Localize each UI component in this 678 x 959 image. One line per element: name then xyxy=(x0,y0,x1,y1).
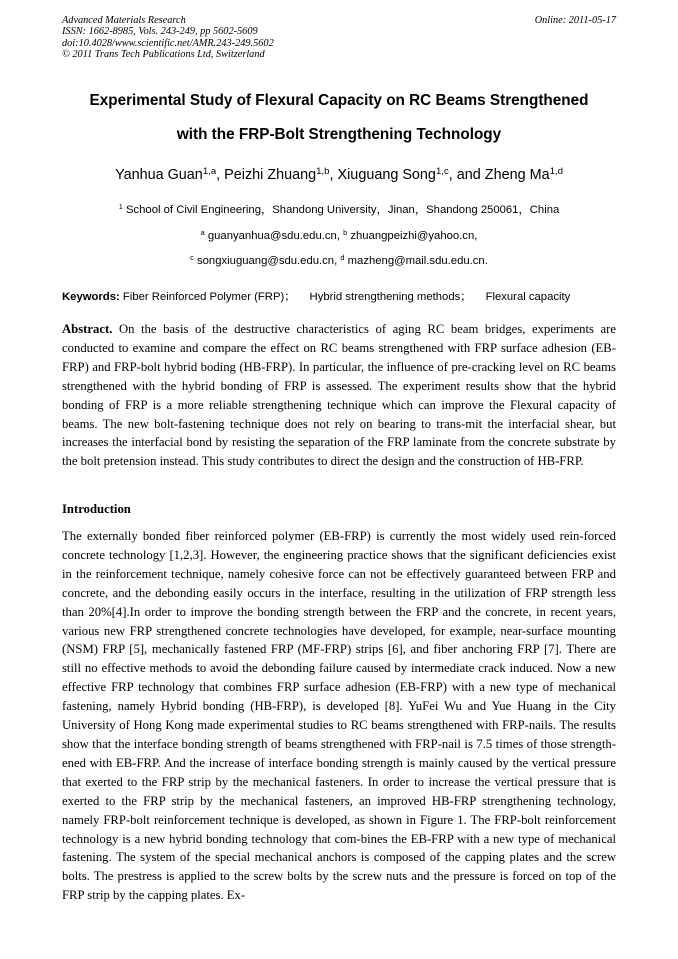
author-name: Zheng Ma xyxy=(484,167,550,183)
email-marker: b xyxy=(343,228,348,237)
email-marker: a xyxy=(200,228,205,237)
affiliation-line xyxy=(30,203,648,217)
author-name: Xiuguang Song xyxy=(337,167,436,183)
affiliation-marker: 1 xyxy=(118,202,123,211)
keyword-item: Flexural capacity xyxy=(485,291,571,303)
issn-line: ISSN: 1662-8985, Vols. 243-249, pp 5602-5609 xyxy=(62,26,258,38)
affiliation-text: School of Civil Engineering，Shandong University，Jinan，Shandong 250061，China xyxy=(125,204,560,216)
email-link[interactable]: songxiuguang@sdu.edu.cn, xyxy=(197,255,341,267)
email-link[interactable]: zhuangpeizhi@yahoo.cn, xyxy=(350,230,478,242)
author-separator: , xyxy=(329,167,338,183)
author-affil-marker: 1,b xyxy=(316,166,330,177)
author-separator: , and xyxy=(448,167,485,183)
journal-header xyxy=(62,15,274,60)
copyright-line: © 2011 Trans Tech Publications Ltd, Switzerland xyxy=(62,48,265,60)
online-date: Online: 2011-05-17 xyxy=(534,15,616,26)
keyword-item: Hybrid strengthening methods； xyxy=(309,291,472,303)
abstract-paragraph xyxy=(62,320,616,471)
author-affil-marker: 1,a xyxy=(202,166,217,177)
journal-name: Advanced Materials Research xyxy=(62,15,186,26)
author-separator: , xyxy=(216,167,225,183)
abstract-label: Abstract. xyxy=(62,322,113,336)
email-marker: c xyxy=(190,253,194,262)
paper-title xyxy=(40,84,638,152)
introduction-paragraph: The externally bonded fiber reinforced polymer (EB-FRP) is currently the most widely used rein-forced concrete technology [1,2,3]. However, the engineering practice shows that the significant deficiencies exist in the reinforcement technique, namely cohesive force can not be effectively guaranteed between FRP and concrete, and the debonding easily occurs in the interface, resulting in the utilization of FRP strength less than 20%[4].In order to improve the bonding strength between the FRP and the concrete, in recent years, various new FRP strengthened concrete technologies have developed, for example, near-surface mounting (NSM) FRP [5], mechanically fastened FRP (MF-FRP) strips [6], and fiber anchoring FRP [7]. There are still no effective methods to avoid the debonding failure caused by intermediate crack induced. Now a new effective FRP technology that combines FRP surface adhesion (EB-FRP) with a new type of mechanical fastening, namely Hybrid bonding (HB-FRP), is developed [8]. YuFei Wu and Yue Huang in the City University of Hong Kong made experimental studies to RC beams strengthened with FRP-nails. The results show that the interface bonding strength of beams strengthened with FRP-nail is 7.5 times of those strength-ened with EB-FRP. And the increase of interface bonding strength is mainly caused by the vertical pressure that exerted to the FRP strip by the mechanical fasteners. In order to increase the vertical pressure that is exerted to the FRP strip by the mechanical fasteners, an improved HB-FRP strengthening technology, namely FRP-bolt reinforcement technique is developed, as shown in Figure 1. The FRP-bolt reinforcement technology is a new hybrid bonding technology that com-bines the EB-FRP with a new type of mechanical fastening. The system of the special mechanical anchors is composed of the capping plates and the screw bolts. The prestress is applied to the screw bolts by the screw nuts and the pressure is forced on top of the FRP strip by the capping plates. Ex- xyxy=(62,529,616,903)
author-name: Yanhua Guan xyxy=(115,167,203,183)
email-line-1 xyxy=(30,229,648,243)
email-line-2 xyxy=(30,254,648,268)
abstract-text: On the basis of the destructive characteristics of aging RC beam bridges, experiments are conducted to examine and compare the effect on RC beams strengthened with FRP surface adhesion (EB-FRP) and FRP-bolt hybrid boding (HB-FRP). In particular, the influence of pre-cracking level on RC beams strengthened with the hybrid bonding of FRP is assessed. The experiment results show that the hybrid bonding of FRP is a more reliable strengthening technique which can improve the Flexural capacity of beams. The new bolt-fastening technique does not rely on bearing to trans-mit the interfacial shear, but increases the interfacial bond by resisting the separation of the FRP laminate from the concrete substrate by the bolt pretension instead. This study contributes to direct the design and the construction of HB-FRP. xyxy=(62,322,617,469)
author-list xyxy=(30,166,648,184)
email-link[interactable]: mazheng@mail.sdu.edu.cn. xyxy=(347,255,488,267)
keywords-line xyxy=(62,290,622,304)
email-marker: d xyxy=(340,253,345,262)
keywords-label: Keywords: xyxy=(62,291,120,303)
email-link[interactable]: guanyanhua@sdu.edu.cn, xyxy=(207,230,344,242)
author-name: Peizhi Zhuang xyxy=(224,167,317,183)
title-line-2: with the FRP-Bolt Strengthening Technology xyxy=(176,126,502,143)
keyword-item: Fiber Reinforced Polymer (FRP)； xyxy=(122,291,296,303)
author-affil-marker: 1,c xyxy=(435,166,449,177)
doi-line[interactable]: doi:10.4028/www.scientific.net/AMR.243-249.5602 xyxy=(62,37,274,49)
author-affil-marker: 1,d xyxy=(549,166,563,177)
title-line-1: Experimental Study of Flexural Capacity on RC Beams Strengthened xyxy=(89,92,589,109)
section-heading-introduction: Introduction xyxy=(62,502,131,516)
